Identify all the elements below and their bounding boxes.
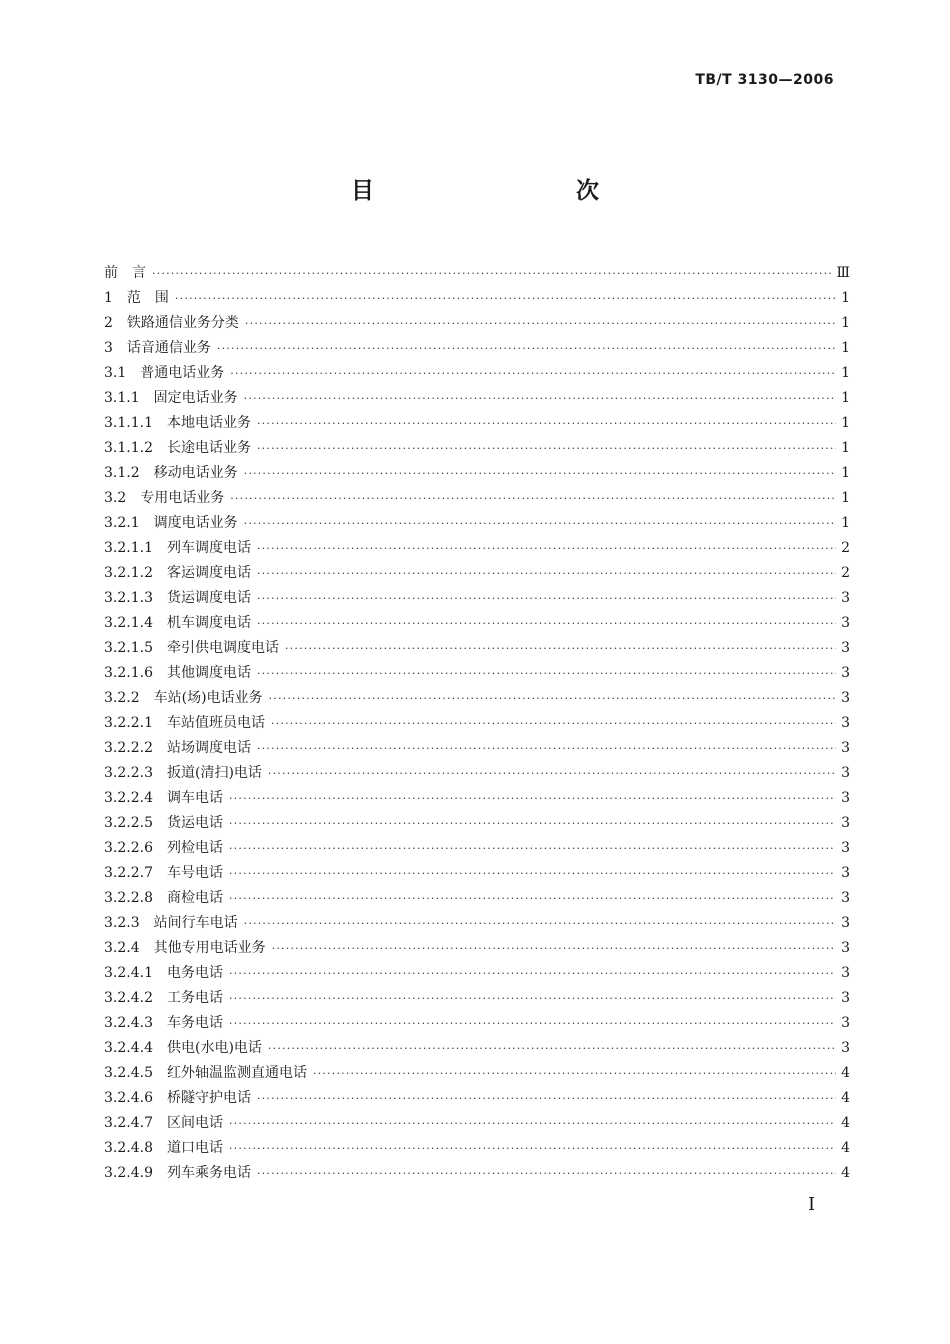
toc-entry-page: 3: [841, 840, 850, 856]
toc-leader-dots: [245, 311, 836, 336]
toc-entry-page: 1: [841, 415, 850, 431]
toc-leader-dots: [257, 1086, 836, 1111]
toc-entry-page: 3: [841, 640, 850, 656]
toc-entry-label: 其他专用电话业务: [153, 940, 266, 956]
toc-entry[interactable]: [104, 411, 850, 436]
toc-entry-number: 3.2.4.6: [104, 1090, 153, 1106]
toc-entry-number: 3.2.1.3: [104, 590, 153, 606]
toc-entry[interactable]: [104, 386, 850, 411]
toc-entry-label: 其他调度电话: [166, 665, 251, 681]
toc-entry-number: 3.2.4.7: [104, 1115, 153, 1131]
toc-entry[interactable]: [104, 836, 850, 861]
toc-entry-number: 3.1.2: [104, 465, 140, 481]
toc-entry-label: 范 围: [126, 290, 169, 306]
toc-leader-dots: [244, 911, 836, 936]
toc-entry[interactable]: [104, 811, 850, 836]
toc-entry-page: 3: [841, 665, 850, 681]
toc-leader-dots: [244, 511, 836, 536]
toc-entry-number: 3.2.2: [104, 690, 140, 706]
toc-entry-page: 3: [841, 915, 850, 931]
toc-entry[interactable]: [104, 361, 850, 386]
toc-entry[interactable]: [104, 636, 850, 661]
toc-entry-page: 1: [841, 390, 850, 406]
toc-entry-label: 固定电话业务: [153, 390, 238, 406]
toc-entry-label: 站间行车电话: [153, 915, 238, 931]
toc-entry-number: 3.2.2.8: [104, 890, 153, 906]
toc-entry-page: 3: [841, 815, 850, 831]
toc-leader-dots: [229, 886, 836, 911]
toc-leader-dots: [257, 561, 836, 586]
toc-entry[interactable]: [104, 561, 850, 586]
toc-entry[interactable]: [104, 711, 850, 736]
toc-entry-page: 4: [841, 1115, 850, 1131]
toc-leader-dots: [229, 1011, 836, 1036]
toc-leader-dots: [257, 411, 836, 436]
toc-leader-dots: [313, 1061, 836, 1086]
toc-entry-label: 车站(场)电话业务: [153, 690, 263, 706]
toc-entry-page: 3: [841, 765, 850, 781]
toc-entry-page: 4: [841, 1065, 850, 1081]
toc-entry[interactable]: [104, 1161, 850, 1186]
toc-entry-page: 1: [841, 365, 850, 381]
toc-entry-number: 3.2.2.5: [104, 815, 153, 831]
toc-entry-page: 3: [841, 865, 850, 881]
toc-entry-number: 1: [104, 290, 113, 306]
toc-entry-number: 3.1.1: [104, 390, 140, 406]
toc-entry-page: 4: [841, 1165, 850, 1181]
toc-entry-label: 列车调度电话: [166, 540, 251, 556]
toc-entry-label: 电务电话: [166, 965, 223, 981]
toc-entry[interactable]: [104, 536, 850, 561]
toc-leader-dots: [217, 336, 836, 361]
toc-entry[interactable]: [104, 1011, 850, 1036]
toc-entry[interactable]: [104, 986, 850, 1011]
toc-entry-page: 3: [841, 940, 850, 956]
toc-leader-dots: [229, 1136, 836, 1161]
toc-leader-dots: [268, 1036, 836, 1061]
toc-entry-label: 道口电话: [166, 1140, 223, 1156]
toc-entry-label: 货运调度电话: [166, 590, 251, 606]
toc-entry-number: 3.2.1.2: [104, 565, 153, 581]
toc-entry[interactable]: [104, 661, 850, 686]
toc-leader-dots: [257, 536, 836, 561]
toc-entry-label: 普通电话业务: [140, 365, 225, 381]
table-of-contents: [104, 261, 850, 1186]
toc-entry-label: 移动电话业务: [153, 465, 238, 481]
toc-entry-page: 4: [841, 1090, 850, 1106]
toc-entry-number: 3.2.4: [104, 940, 140, 956]
toc-entry-label: 调车电话: [166, 790, 223, 806]
toc-leader-dots: [229, 786, 836, 811]
toc-entry-number: 3.1.1.2: [104, 440, 153, 456]
toc-leader-dots: [175, 286, 836, 311]
toc-entry-label: 货运电话: [166, 815, 223, 831]
toc-entry[interactable]: [104, 961, 850, 986]
toc-entry-page: 2: [841, 565, 850, 581]
toc-entry-label: 专用电话业务: [140, 490, 225, 506]
standard-code: TB/T 3130—2006: [695, 72, 834, 88]
toc-leader-dots: [229, 861, 836, 886]
toc-entry-label: 机车调度电话: [166, 615, 251, 631]
toc-entry-number: 3.2.4.9: [104, 1165, 153, 1181]
toc-leader-dots: [244, 386, 836, 411]
toc-entry-label: 车号电话: [166, 865, 223, 881]
toc-leader-dots: [285, 636, 836, 661]
toc-entry[interactable]: [104, 1111, 850, 1136]
toc-leader-dots: [269, 686, 836, 711]
toc-entry[interactable]: [104, 336, 850, 361]
toc-entry[interactable]: [104, 911, 850, 936]
toc-entry[interactable]: [104, 1061, 850, 1086]
toc-entry-label: 列检电话: [166, 840, 223, 856]
toc-leader-dots: [229, 1111, 836, 1136]
toc-entry-number: 3.2.2.3: [104, 765, 153, 781]
toc-leader-dots: [257, 736, 836, 761]
toc-entry-number: 3.2.1.6: [104, 665, 153, 681]
toc-entry-number: 3.2.1.1: [104, 540, 153, 556]
toc-entry[interactable]: [104, 736, 850, 761]
toc-entry-page: 1: [841, 290, 850, 306]
toc-entry-number: 3.2.4.2: [104, 990, 153, 1006]
toc-entry-label: 供电(水电)电话: [166, 1040, 262, 1056]
toc-leader-dots: [257, 586, 836, 611]
toc-entry-number: 2: [104, 315, 113, 331]
toc-entry-page: 4: [841, 1140, 850, 1156]
toc-entry-number: 3.2.2.4: [104, 790, 153, 806]
toc-entry-page: 3: [841, 590, 850, 606]
toc-entry-page: 1: [841, 465, 850, 481]
toc-leader-dots: [268, 761, 836, 786]
toc-entry-page: 1: [841, 440, 850, 456]
toc-entry[interactable]: [104, 611, 850, 636]
toc-entry[interactable]: [104, 511, 850, 536]
toc-leader-dots: [230, 486, 836, 511]
toc-entry[interactable]: [104, 1036, 850, 1061]
toc-entry[interactable]: [104, 286, 850, 311]
toc-entry-label: 站场调度电话: [166, 740, 251, 756]
toc-entry-page: 1: [841, 515, 850, 531]
toc-entry-page: 3: [841, 1015, 850, 1031]
toc-entry-number: 3.2.4.3: [104, 1015, 153, 1031]
toc-leader-dots: [271, 711, 836, 736]
toc-entry-label: 工务电话: [166, 990, 223, 1006]
toc-leader-dots: [229, 836, 836, 861]
toc-entry[interactable]: [104, 486, 850, 511]
toc-entry-page: 2: [841, 540, 850, 556]
toc-entry[interactable]: [104, 461, 850, 486]
toc-entry[interactable]: [104, 261, 850, 286]
toc-entry-page: 3: [841, 690, 850, 706]
toc-entry-label: 扳道(清扫)电话: [166, 765, 262, 781]
toc-entry-number: 3.2.2.1: [104, 715, 153, 731]
toc-entry[interactable]: [104, 1086, 850, 1111]
toc-entry-label: 长途电话业务: [166, 440, 251, 456]
toc-leader-dots: [230, 361, 836, 386]
toc-entry[interactable]: [104, 861, 850, 886]
toc-entry-number: 3.2: [104, 490, 127, 506]
toc-leader-dots: [229, 986, 836, 1011]
toc-entry[interactable]: [104, 436, 850, 461]
toc-entry-number: 3.2.3: [104, 915, 140, 931]
toc-entry[interactable]: [104, 686, 850, 711]
toc-leader-dots: [257, 661, 836, 686]
toc-entry-page: 3: [841, 965, 850, 981]
toc-entry-label: 调度电话业务: [153, 515, 238, 531]
toc-entry-number: 3.2.2.2: [104, 740, 153, 756]
toc-leader-dots: [257, 1161, 836, 1186]
toc-entry-number: 3: [104, 340, 113, 356]
toc-entry[interactable]: [104, 586, 850, 611]
toc-entry-page: 1: [841, 490, 850, 506]
toc-entry-label: 前 言: [104, 265, 146, 281]
toc-entry-number: 3.1: [104, 365, 127, 381]
toc-entry-number: 3.2.4.1: [104, 965, 153, 981]
toc-leader-dots: [244, 461, 836, 486]
toc-leader-dots: [229, 811, 836, 836]
page-title: 目 次: [351, 178, 651, 204]
toc-entry-number: 3.2.4.5: [104, 1065, 153, 1081]
toc-leader-dots: [257, 436, 836, 461]
toc-entry-label: 桥隧守护电话: [166, 1090, 251, 1106]
toc-entry-number: 3.2.4.4: [104, 1040, 153, 1056]
toc-leader-dots: [229, 961, 836, 986]
toc-entry-label: 铁路通信业务分类: [126, 315, 239, 331]
toc-entry[interactable]: [104, 886, 850, 911]
toc-leader-dots: [272, 936, 836, 961]
toc-entry-label: 话音通信业务: [126, 340, 211, 356]
page-number: I: [808, 1194, 816, 1215]
toc-entry-page: 3: [841, 615, 850, 631]
toc-entry-number: 3.2.4.8: [104, 1140, 153, 1156]
toc-entry-number: 3.2.1: [104, 515, 140, 531]
toc-entry-page: 1: [841, 340, 850, 356]
toc-entry-label: 车务电话: [166, 1015, 223, 1031]
toc-entry-label: 本地电话业务: [166, 415, 251, 431]
toc-entry-number: 3.2.1.5: [104, 640, 153, 656]
toc-entry-page: 3: [841, 715, 850, 731]
toc-entry-label: 车站值班员电话: [166, 715, 265, 731]
toc-entry-label: 区间电话: [166, 1115, 223, 1131]
toc-entry[interactable]: [104, 786, 850, 811]
toc-entry[interactable]: [104, 936, 850, 961]
toc-entry-page: 3: [841, 990, 850, 1006]
toc-entry-page: 3: [841, 740, 850, 756]
toc-entry-page: 3: [841, 890, 850, 906]
toc-entry[interactable]: [104, 311, 850, 336]
toc-entry[interactable]: [104, 761, 850, 786]
toc-entry-label: 商检电话: [166, 890, 223, 906]
toc-entry-number: 3.2.2.7: [104, 865, 153, 881]
toc-leader-dots: [152, 261, 832, 286]
toc-entry-page: 3: [841, 790, 850, 806]
toc-entry-label: 牵引供电调度电话: [166, 640, 279, 656]
toc-entry-number: 3.2.2.6: [104, 840, 153, 856]
toc-entry-page: 1: [841, 315, 850, 331]
toc-entry[interactable]: [104, 1136, 850, 1161]
toc-entry-label: 列车乘务电话: [166, 1165, 251, 1181]
toc-entry-number: 3.2.1.4: [104, 615, 153, 631]
toc-entry-label: 红外轴温监测直通电话: [166, 1065, 307, 1081]
toc-entry-label: 客运调度电话: [166, 565, 251, 581]
toc-entry-page: 3: [841, 1040, 850, 1056]
toc-leader-dots: [257, 611, 836, 636]
toc-entry-number: 3.1.1.1: [104, 415, 153, 431]
toc-entry-page: Ⅲ: [836, 265, 850, 281]
